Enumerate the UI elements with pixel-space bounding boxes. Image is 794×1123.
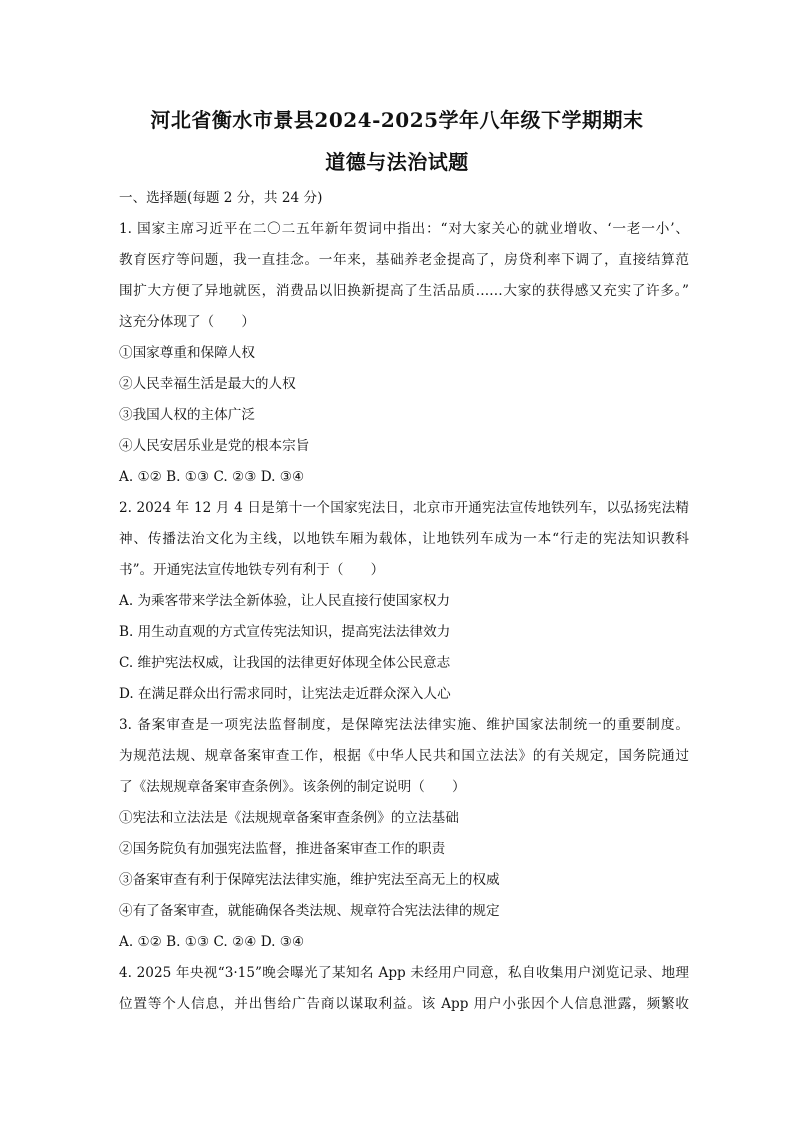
question-stem-line: 2. 2024 年 12 月 4 日是第十一个国家宪法日，北京市开通宪法宣传地铁列车，以弘扬宪法精 xyxy=(119,500,689,516)
question-stem-line: 3. 备案审查是一项宪法监督制度，是保障宪法法律实施、维护国家法制统一的重要制度。 xyxy=(119,717,689,733)
question-option: ③我国人权的主体广泛 xyxy=(119,407,255,423)
question-option: ②国务院负有加强宪法监督，推进备案审查工作的职责 xyxy=(119,841,446,857)
question-2 xyxy=(119,493,689,710)
answer-choices: A. ①② B. ①③ C. ②③ D. ③④ xyxy=(119,469,305,485)
question-option: ④人民安居乐业是党的根本宗旨 xyxy=(119,438,310,454)
question-option: A. 为乘客带来学法全新体验，让人民直接行使国家权力 xyxy=(119,593,451,609)
question-3 xyxy=(119,710,689,958)
question-stem-line: 围扩大方便了异地就医，消费品以旧换新提高了生活品质……大家的获得感又充实了许多。” xyxy=(119,283,689,299)
question-option: ①国家尊重和保障人权 xyxy=(119,345,255,361)
answer-choices: A. ①② B. ①③ C. ②④ D. ③④ xyxy=(119,934,305,950)
question-option: B. 用生动直观的方式宣传宪法知识，提高宪法法律效力 xyxy=(119,624,451,640)
question-stem-line: 这充分体现了（ ） xyxy=(119,314,255,330)
question-4 xyxy=(119,958,689,1020)
question-option: D. 在满足群众出行需求同时，让宪法走近群众深入人心 xyxy=(119,686,451,702)
question-1 xyxy=(119,214,689,493)
question-option: ④有了备案审查，就能确保各类法规、规章符合宪法法律的规定 xyxy=(119,903,500,919)
question-stem-line: 为规范法规、规章备案审查工作，根据《中华人民共和国立法法》的有关规定，国务院通过 xyxy=(119,748,689,764)
question-stem-line: 4. 2025 年央视“3·15”晚会曝光了某知名 App 未经用户同意，私自收集用户浏览记录、地理 xyxy=(119,965,689,981)
question-stem-line: 位置等个人信息，并出售给广告商以谋取利益。该 App 用户小张因个人信息泄露，频繁收 xyxy=(119,996,689,1012)
exam-content xyxy=(119,183,689,1020)
exam-subtitle: 道德与法治试题 xyxy=(325,150,469,174)
question-stem-line: 了《法规规章备案审查条例》。该条例的制定说明（ ） xyxy=(119,779,466,795)
exam-title: 河北省衡水市景县2024-2025学年八年级下学期期末 xyxy=(150,108,644,132)
section-heading: 一、选择题(每题 2 分，共 24 分) xyxy=(119,190,323,206)
question-stem-line: 教育医疗等问题，我一直挂念。一年来，基础养老金提高了，房贷利率下调了，直接结算范 xyxy=(119,252,689,268)
question-option: ②人民幸福生活是最大的人权 xyxy=(119,376,296,392)
question-stem-line: 1. 国家主席习近平在二〇二五年新年贺词中指出：“对大家关心的就业增收、‘一老一小’、 xyxy=(119,221,689,237)
question-option: C. 维护宪法权威，让我国的法律更好体现全体公民意志 xyxy=(119,655,451,671)
question-option: ①宪法和立法法是《法规规章备案审查条例》的立法基础 xyxy=(119,810,459,826)
question-stem-line: 神、传播法治文化为主线，以地铁车厢为载体，让地铁列车成为一本“行走的宪法知识教科 xyxy=(119,531,689,547)
question-option: ③备案审查有利于保障宪法法律实施，维护宪法至高无上的权威 xyxy=(119,872,500,888)
question-stem-line: 书”。开通宪法宣传地铁专列有利于（ ） xyxy=(119,562,385,578)
